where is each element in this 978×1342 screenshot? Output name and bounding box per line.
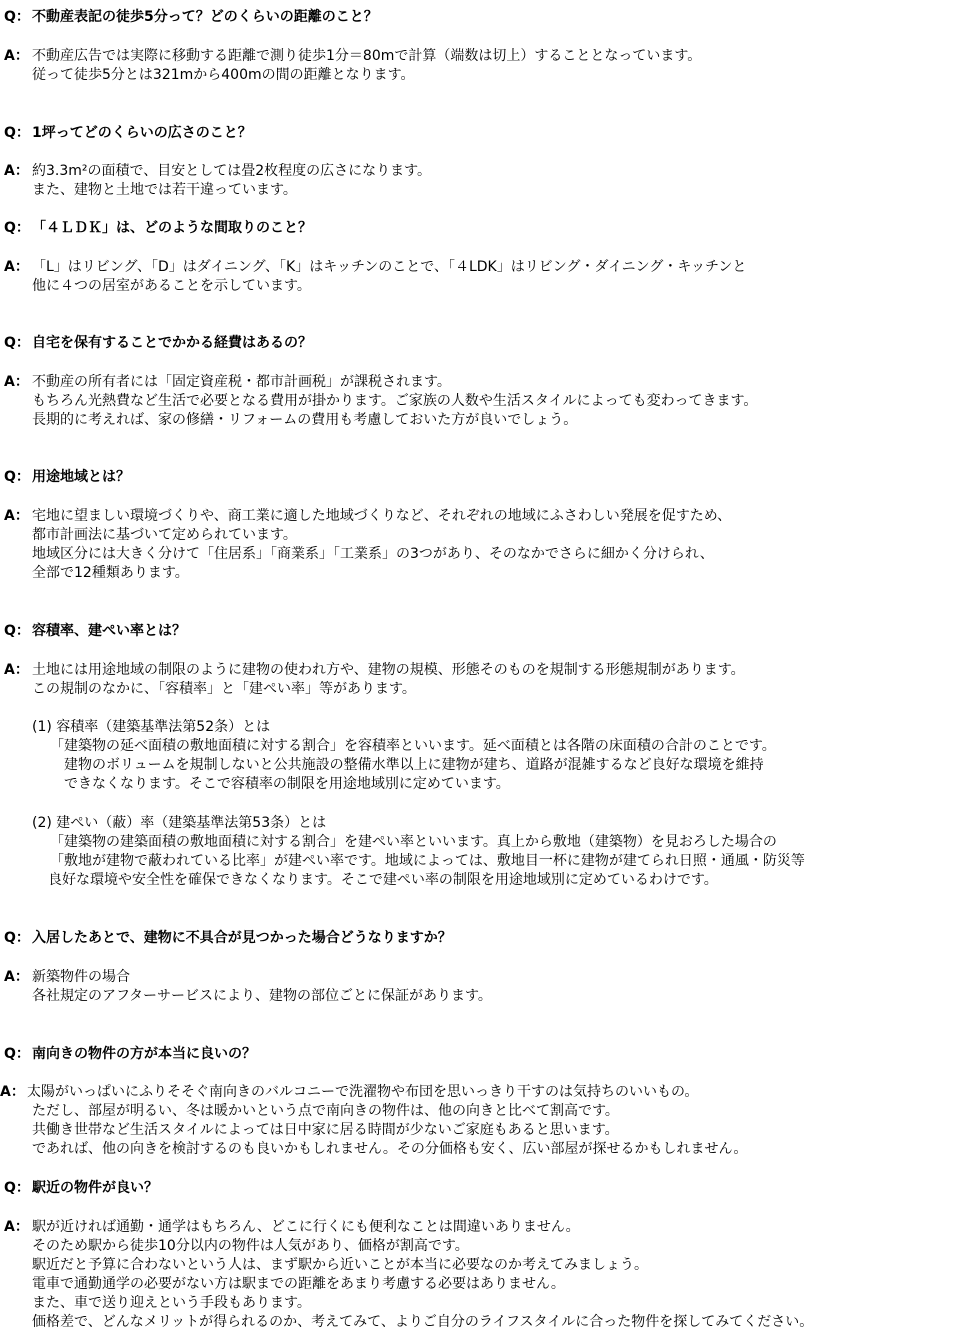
question-text: 「４ＬＤＫ」は、どのような間取りのこと？ xyxy=(32,220,312,236)
sub-heading: (1) 容積率（建築基準法第52条）とは xyxy=(32,719,271,735)
sub-heading: (2) 建ぺい（蔽）率（建築基準法第53条）とは xyxy=(32,815,327,831)
answer-line: 駅が近ければ通勤・通学はもちろん、どこに行くにも便利なことは間違いありません。 xyxy=(32,1219,580,1235)
answer-line: 土地には用途地域の制限のように建物の使われ方や、建物の規模、形態そのものを規制する形態規制があります。 xyxy=(32,662,745,678)
question-text: 不動産表記の徒歩5分って？どのくらいの距離のこと？ xyxy=(32,9,378,25)
answer-line: 地域区分には大きく分けて「住居系」「商業系」「工業系」の3つがあり、そのなかでさらに細かく分けられ、 xyxy=(32,546,714,562)
answer-line: 各社規定のアフターサービスにより、建物の部位ごとに保証があります。 xyxy=(32,988,492,1004)
answer-line: 不動産の所有者には「固定資産税・都市計画税」が課税されます。 xyxy=(32,374,451,390)
answer-label: A： xyxy=(4,259,29,275)
question-label: Q： xyxy=(4,9,30,25)
answer-line: 太陽がいっぱいにふりそそぐ南向きのバルコニーで洗濯物や布団を思いっきり干すのは気持ちのいいもの。 xyxy=(27,1084,699,1100)
answer-line: 他に４つの居室があることを示しています。 xyxy=(32,278,311,294)
question-text: 南向きの物件の方が本当に良いの？ xyxy=(32,1046,256,1062)
question-text: 1坪ってどのくらいの広さのこと？ xyxy=(32,125,252,141)
answer-label: A： xyxy=(4,969,29,985)
question-label: Q： xyxy=(4,1046,30,1062)
question-label: Q： xyxy=(4,930,30,946)
sub-line: 建物のボリュームを規制しないと公共施設の整備水準以上に建物が建ち、道路が混雑するなど良好な環境を維持 xyxy=(64,757,764,773)
answer-line: 電車で通勤通学の必要がない方は駅までの距離をあまり考慮する必要はありません。 xyxy=(32,1276,565,1292)
answer-line: この規制のなかに、「容積率」と「建ぺい率」等があります。 xyxy=(32,681,416,697)
answer-line: また、車で送り迎えという手段もあります。 xyxy=(32,1295,311,1311)
answer-line: 駅近だと予算に合わないという人は、まず駅から近いことが本当に必要なのか考えてみましょう。 xyxy=(32,1257,648,1273)
sub-line: 「建築物の延べ面積の敷地面積に対する割合」を容積率といいます。延べ面積とは各階の床面積の合計のことです。 xyxy=(50,738,776,754)
answer-label: A： xyxy=(4,508,29,524)
answer-line: もちろん光熱費など生活で必要となる費用が掛かります。ご家族の人数や生活スタイルによっても変わってきます。 xyxy=(32,393,758,409)
answer-line: ただし、部屋が明るい、冬は暖かいという点で南向きの物件は、他の向きと比べて割高です。 xyxy=(32,1103,619,1119)
answer-label: A： xyxy=(4,48,29,64)
answer-line: 「L」はリビング、「D」はダイニング、「K」はキッチンのことで、「４LDK」はリビング・ダイニング・キッチンと xyxy=(32,259,747,275)
question-label: Q： xyxy=(4,125,30,141)
answer-line: 約3.3m²の面積で、目安としては畳2枚程度の広さになります。 xyxy=(32,163,432,179)
answer-label: A： xyxy=(4,374,29,390)
answer-label: A： xyxy=(4,163,29,179)
sub-line: 「敷地が建物で蔽われている比率」が建ぺい率です。地域によっては、敷地目一杯に建物が建てられ日照・通風・防災等 xyxy=(50,853,805,869)
answer-label: A： xyxy=(4,1219,29,1235)
sub-line: 良好な環境や安全性を確保できなくなります。そこで建ぺい率の制限を用途地域別に定めているわけです。 xyxy=(48,872,718,888)
question-label: Q： xyxy=(4,623,30,639)
answer-line: 共働き世帯など生活スタイルによっては日中家に居る時間が少ないご家庭もあると思います。 xyxy=(32,1122,619,1138)
answer-line: また、建物と土地では若干違っています。 xyxy=(32,182,297,198)
question-label: Q： xyxy=(4,469,30,485)
answer-label: A： xyxy=(4,662,29,678)
question-text: 入居したあとで、建物に不具合が見つかった場合どうなりますか？ xyxy=(32,930,452,946)
answer-line: 宅地に望ましい環境づくりや、商工業に適した地域づくりなど、それぞれの地域にふさわしい発展を促すため、 xyxy=(32,508,732,524)
answer-line: 全部で12種類あります。 xyxy=(32,565,189,581)
answer-line: であれば、他の向きを検討するのも良いかもしれません。その分価格も安く、広い部屋が探せるかもしれません。 xyxy=(32,1141,748,1157)
question-text: 自宅を保有することでかかる経費はあるの？ xyxy=(32,335,312,351)
answer-line: そのため駅から徒歩10分以内の物件は人気があり、価格が割高です。 xyxy=(32,1238,469,1254)
question-label: Q： xyxy=(4,1180,30,1196)
question-label: Q： xyxy=(4,335,30,351)
answer-line: 都市計画法に基づいて定められています。 xyxy=(32,527,297,543)
question-text: 用途地域とは？ xyxy=(32,469,130,485)
question-label: Q： xyxy=(4,220,30,236)
answer-line: 新築物件の場合 xyxy=(32,969,130,985)
sub-line: できなくなります。そこで容積率の制限を用途地域別に定めています。 xyxy=(64,776,510,792)
answer-line: 従って徒歩5分とは321mから400mの間の距離となります。 xyxy=(32,67,415,83)
answer-line: 価格差で、どんなメリットが得られるのか、考えてみて、よりご自分のライフスタイルに合った物件を探してみてください。 xyxy=(32,1314,814,1330)
question-text: 駅近の物件が良い？ xyxy=(32,1180,158,1196)
answer-line: 不動産広告では実際に移動する距離で測り徒歩1分＝80mで計算（端数は切上）することとなっています。 xyxy=(32,48,702,64)
question-text: 容積率、建ぺい率とは？ xyxy=(32,623,186,639)
answer-line: 長期的に考えれば、家の修繕・リフォームの費用も考慮しておいた方が良いでしょう。 xyxy=(32,412,578,428)
answer-label: A： xyxy=(0,1084,25,1100)
sub-line: 「建築物の建築面積の敷地面積に対する割合」を建ぺい率といいます。真上から敷地（建築物）を見おろした場合の xyxy=(50,834,777,850)
